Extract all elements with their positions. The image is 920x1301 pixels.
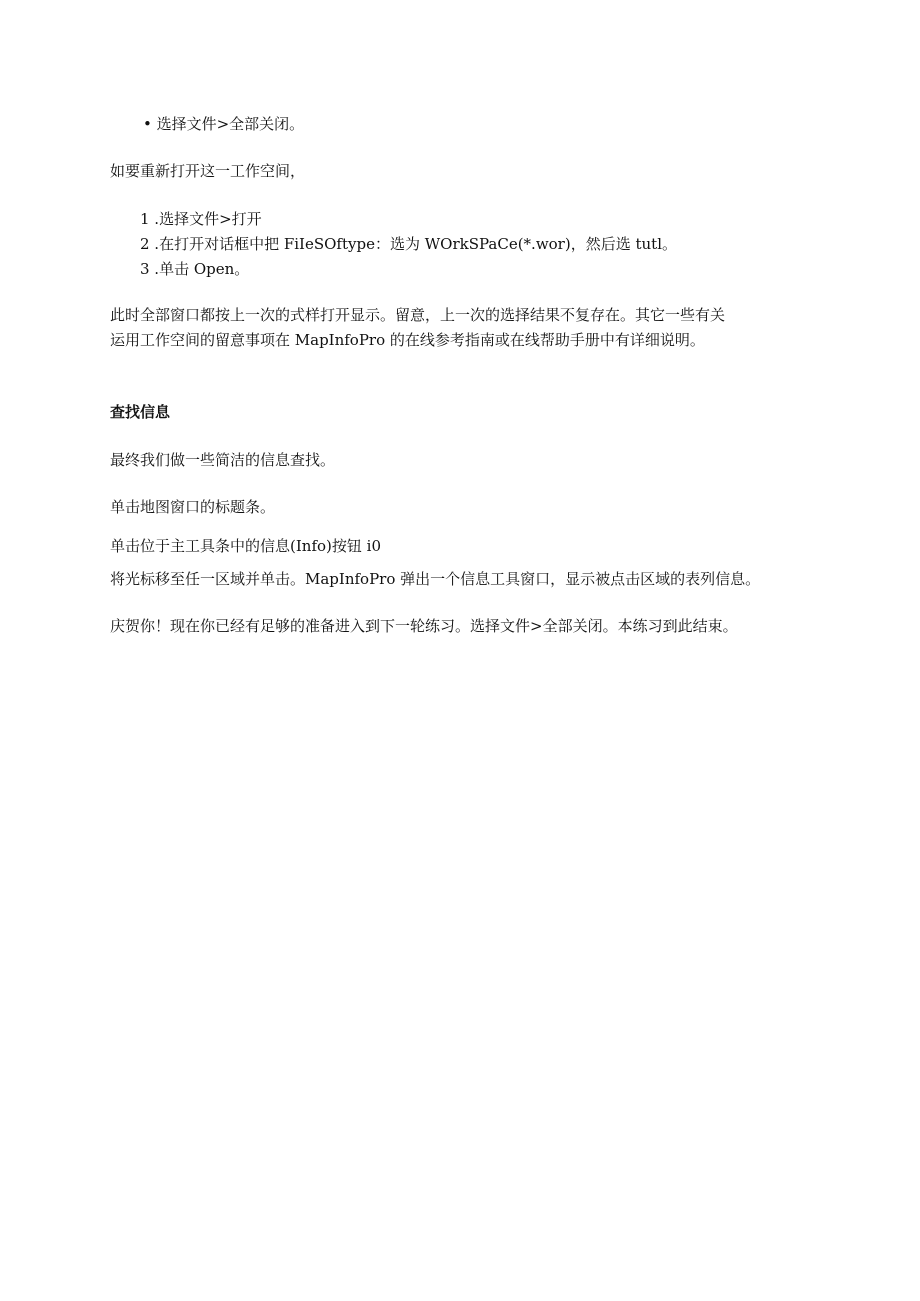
find-line-1: 最终我们做一些简洁的信息查找。: [110, 451, 336, 469]
paragraph-line-2: 运用工作空间的留意事项在 MapInfoPro 的在线参考指南或在线帮助手册中有详细说明。: [110, 331, 705, 349]
find-line-4: 将光标移至任一区域并单击。MapInfoPro 弹出一个信息工具窗口，显示被点击区域的表列信息。: [110, 570, 761, 588]
step-2: 2 .在打开对话框中把 FiIeSOftype：选为 WOrkSPaCe(*.wor)，然后选 tutl。: [140, 235, 677, 253]
step-1: 1 .选择文件>打开: [140, 210, 262, 228]
reopen-intro: 如要重新打开这一工作空间，: [110, 162, 306, 180]
find-line-5: 庆贺你！现在你已经有足够的准备进入到下一轮练习。选择文件>全部关闭。本练习到此结束。: [110, 617, 738, 635]
find-line-3: 单击位于主工具条中的信息(Info)按钮 i0: [110, 537, 381, 555]
bullet-close-all: • 选择文件>全部关闭。: [143, 115, 305, 133]
section-heading: 查找信息: [110, 403, 171, 421]
step-3: 3 .单击 Open。: [140, 260, 250, 278]
paragraph-line-1: 此时全部窗口都按上一次的式样打开显示。留意，上一次的选择结果不复存在。其它一些有关: [110, 306, 726, 324]
find-line-2: 单击地图窗口的标题条。: [110, 498, 276, 516]
